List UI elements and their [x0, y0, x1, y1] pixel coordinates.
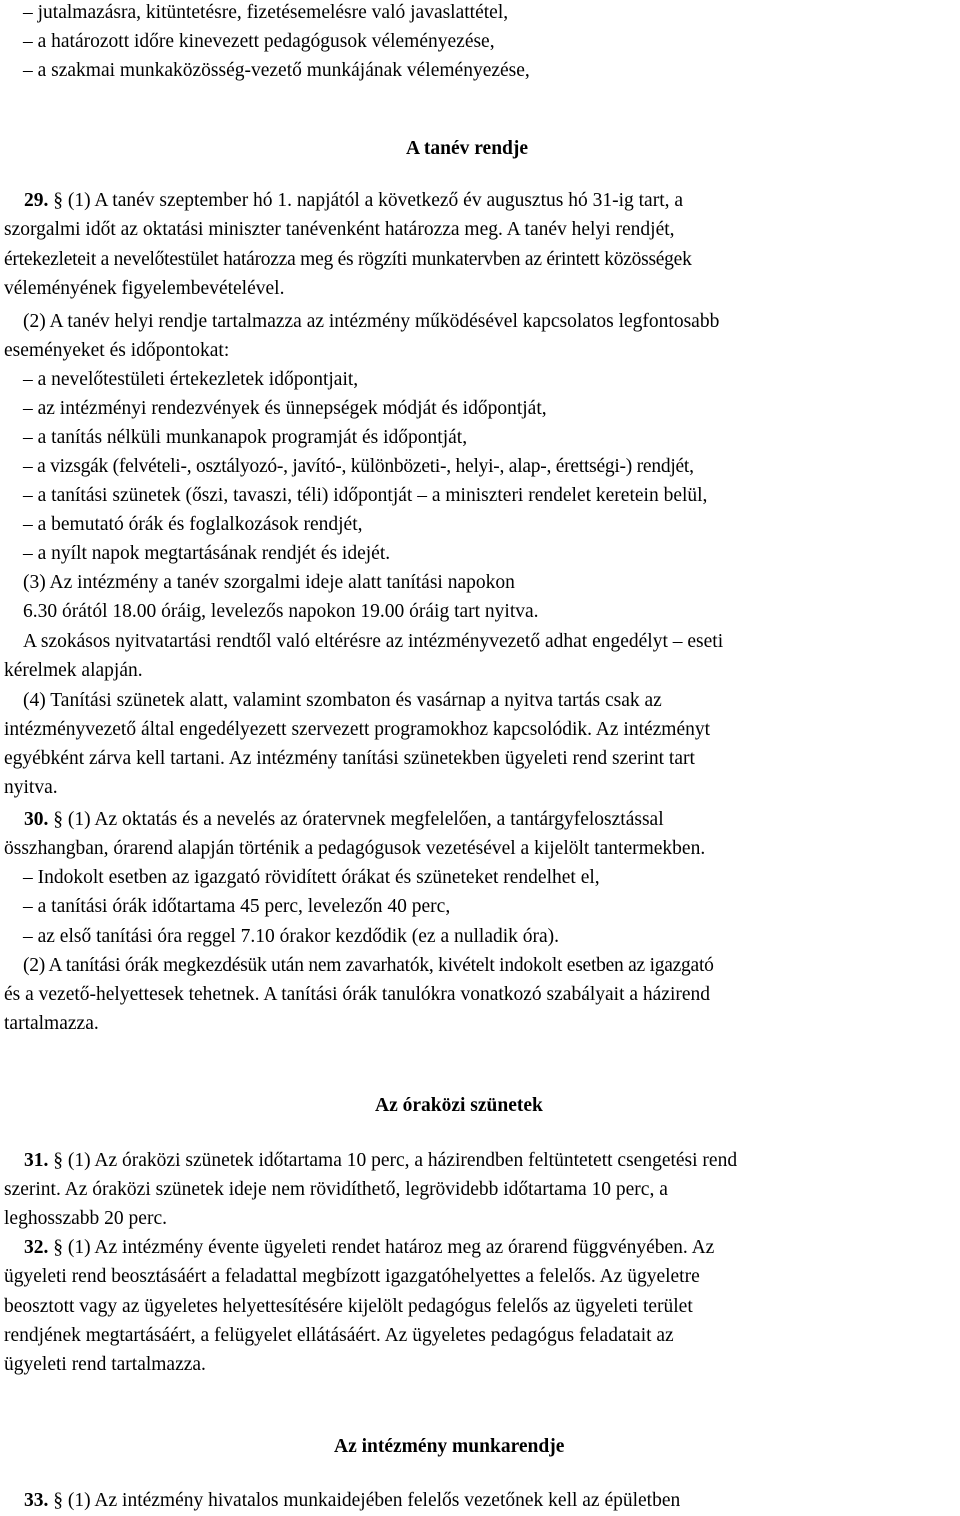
list-item: – a tanítás nélküli munkanapok programját és időpontját,: [23, 427, 468, 448]
paragraph-line: [24, 1235, 714, 1261]
list-item: – a nyílt napok megtartásának rendjét és idejét.: [23, 543, 391, 564]
paragraph-number: 30.: [24, 809, 49, 830]
list-item: – az első tanítási óra reggel 7.10 órakor kezdődik (ez a nulladik óra).: [23, 926, 560, 947]
paragraph-line: ügyeleti rend tartalmazza.: [4, 1354, 206, 1375]
paragraph-line: leghosszabb 20 perc.: [4, 1208, 167, 1229]
paragraph-number: 33.: [24, 1490, 49, 1511]
list-item: – Indokolt esetben az igazgató rövidített órákat és szüneteket rendelhet el,: [23, 867, 600, 888]
paragraph-text: § (1) Az oktatás és a nevelés az óratervnek megfelelően, a tantárgyfelosztással: [53, 809, 664, 830]
list-item: – jutalmazásra, kitüntetésre, fizetésemelésre való javaslattétel,: [23, 2, 509, 23]
paragraph-number: 29.: [24, 190, 49, 211]
list-item: – az intézményi rendezvények és ünnepségek módját és időpontját,: [23, 398, 547, 419]
paragraph-line: A szokásos nyitvatartási rendtől való eltérésre az intézményvezető adhat engedélyt – eseti: [23, 631, 724, 652]
paragraph-line: [24, 188, 683, 214]
paragraph-line: és a vezető-helyettesek tehetnek. A tanítási órák tanulókra vonatkozó szabályait a házirend: [4, 984, 711, 1005]
paragraph-number: 32.: [24, 1237, 49, 1258]
paragraph-line: 6.30 órától 18.00 óráig, levelezős napokon 19.00 óráig tart nyitva.: [23, 601, 539, 622]
paragraph-line: [24, 1488, 680, 1514]
list-item: – a tanítási órák időtartama 45 perc, levelezőn 40 perc,: [23, 896, 451, 917]
list-item: – a vizsgák (felvételi-, osztályozó-, javító-, különbözeti-, helyi-, alap-, érettségi-) rendjét,: [23, 456, 694, 477]
paragraph-line: nyitva.: [4, 777, 58, 798]
paragraph-line: tartalmazza.: [4, 1013, 99, 1034]
list-item: – a bemutató órák és foglalkozások rendjét,: [23, 514, 363, 535]
paragraph-line: beosztott vagy az ügyeletes helyettesítésére kijelölt pedagógus felelős az ügyeleti terület: [4, 1296, 693, 1317]
paragraph-line: egyébként zárva kell tartani. Az intézmény tanítási szünetekben ügyeleti rend szerint tart: [4, 748, 695, 769]
paragraph-text: § (1) Az intézmény évente ügyeleti rendet határoz meg az órarend függvényében. Az: [53, 1237, 715, 1258]
section-heading: Az óraközi szünetek: [375, 1095, 543, 1116]
paragraph-line: (2) A tanítási órák megkezdésük után nem zavarhatók, kivételt indokolt esetben az igazgató: [23, 955, 714, 976]
paragraph-line: rendjének megtartásáért, a felügyelet ellátásáért. Az ügyeletes pedagógus feladatait az: [4, 1325, 674, 1346]
paragraph-line: (2) A tanév helyi rendje tartalmazza az intézmény működésével kapcsolatos legfontosabb: [23, 311, 720, 332]
paragraph-line: kérelmek alapján.: [4, 660, 143, 681]
paragraph-text: § (1) Az óraközi szünetek időtartama 10 perc, a házirendben feltüntetett csengetési rend: [53, 1150, 738, 1171]
paragraph-line: [24, 1148, 737, 1174]
paragraph-line: összhangban, órarend alapján történik a pedagógusok vezetésével a kijelölt tantermekben.: [4, 838, 706, 859]
list-item: – a tanítási szünetek (őszi, tavaszi, téli) időpontját – a miniszteri rendelet keretein belül,: [23, 485, 708, 506]
list-item: – a nevelőtestületi értekezletek időpontjait,: [23, 369, 359, 390]
list-item: – a szakmai munkaközösség-vezető munkájának véleményezése,: [23, 60, 530, 81]
paragraph-line: szorgalmi időt az oktatási miniszter tanévenként határozza meg. A tanév helyi rendjét,: [4, 219, 675, 240]
list-item: – a határozott időre kinevezett pedagógusok véleményezése,: [23, 31, 495, 52]
paragraph-text: § (1) A tanév szeptember hó 1. napjától a következő év augusztus hó 31-ig tart, a: [53, 190, 684, 211]
section-heading: A tanév rendje: [406, 138, 529, 159]
paragraph-line: (4) Tanítási szünetek alatt, valamint szombaton és vasárnap a nyitva tartás csak az: [23, 690, 662, 711]
paragraph-line: intézményvezető által engedélyezett szervezett programokhoz kapcsolódik. Az intézményt: [4, 719, 711, 740]
paragraph-line: [24, 807, 664, 833]
paragraph-line: eseményeket és időpontokat:: [4, 340, 230, 361]
section-heading: Az intézmény munkarendje: [334, 1436, 565, 1457]
paragraph-line: véleményének figyelembevételével.: [4, 278, 285, 299]
paragraph-line: ügyeleti rend beosztásáért a feladattal megbízott igazgatóhelyettes a felelős. Az ügyeletre: [4, 1266, 700, 1287]
paragraph-line: (3) Az intézmény a tanév szorgalmi ideje alatt tanítási napokon: [23, 572, 515, 593]
paragraph-number: 31.: [24, 1150, 49, 1171]
paragraph-line: szerint. Az óraközi szünetek ideje nem rövidíthető, legrövidebb időtartama 10 perc, a: [4, 1179, 668, 1200]
paragraph-text: § (1) Az intézmény hivatalos munkaidejében felelős vezetőnek kell az épületben: [53, 1490, 681, 1511]
paragraph-line: értekezleteit a nevelőtestület határozza meg és rögzíti munkatervben az érintett közösségek: [4, 249, 692, 270]
